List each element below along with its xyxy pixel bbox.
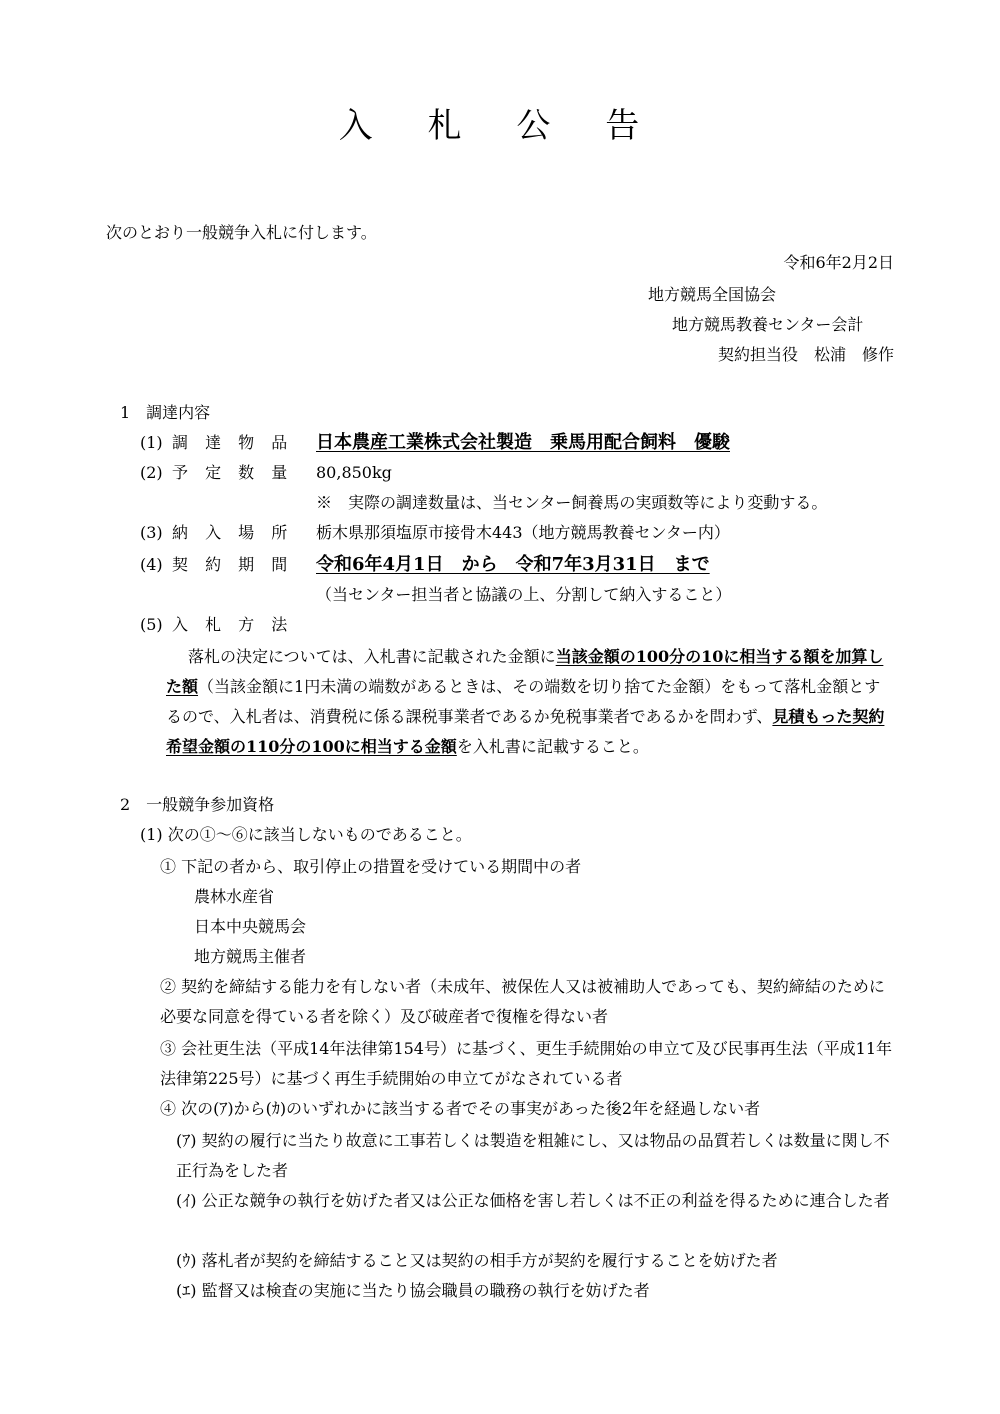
item-5-num: (5) [140, 615, 163, 634]
cond-2: ② 契約を締結する能力を有しない者（未成年、被保佐人又は被補助人であっても、契約締結のために必要な同意を得ている者を除く）及び破産者で復権を得ない者 [160, 977, 885, 1026]
item-4-label: 契 約 期 間 [172, 555, 294, 574]
item-1-num: (1) [140, 433, 163, 452]
cond-4-sub: (ｳ) 落札者が契約を締結すること又は契約の相手方が契約を履行することを妨げた者 [176, 1251, 778, 1270]
cond-1: ① 下記の者から、取引停止の措置を受けている期間中の者 [160, 857, 582, 876]
section-1-heading: 1 調達内容 [120, 403, 211, 422]
intro-text: 次のとおり一般競争入札に付します。 [106, 223, 377, 242]
bid-method-underline-1: 当該金額の100分の10に相当する額を加算した額 [166, 647, 884, 696]
cond-4-sub: (ｲ) 公正な競争の執行を妨げた者又は公正な価格を害し若しくは不正の利益を得るために連合した者 [176, 1191, 890, 1210]
bid-method-paragraph [166, 642, 896, 762]
cond-1-list-item: 日本中央競馬会 [194, 917, 307, 936]
bid-method-underline-2: 見積もった契約希望金額の110分の100に相当する金額 [166, 707, 885, 756]
item-4-note: （当センター担当者と協議の上、分割して納入すること） [316, 585, 732, 604]
cond-4: ④ 次の(ｱ)から(ｶ)のいずれかに該当する者でその事実があった後2年を経過しない者 [160, 1099, 761, 1118]
item-2-num: (2) [140, 463, 163, 482]
item-3-num: (3) [140, 523, 163, 542]
item-4-num: (4) [140, 555, 163, 574]
section-2-heading: 2 一般競争参加資格 [120, 795, 275, 814]
item-1-label: 調 達 物 品 [172, 433, 294, 452]
cond-3: ③ 会社更生法（平成14年法律第154号）に基づく、更生手続開始の申立て及び民事再生法（平成11年法律第225号）に基づく再生手続開始の申立てがなされている者 [160, 1039, 893, 1088]
notice-date: 令和6年2月2日 [783, 253, 894, 272]
item-3-value: 栃木県那須塩原市接骨木443（地方競馬教養センター内） [316, 523, 730, 542]
item-1-value: 日本農産工業株式会社製造 乗馬用配合飼料 優駿 [316, 432, 730, 453]
issuer-officer: 契約担当役 松浦 修作 [717, 345, 894, 364]
cond-4-sub: (ｱ) 契約の履行に当たり故意に工事若しくは製造を粗雑にし、又は物品の品質若しくは数量に関し不正行為をした者 [176, 1131, 890, 1180]
cond-1-list-item: 地方競馬主催者 [194, 947, 307, 966]
bid-method-text-1: 落札の決定については、入札書に記載された金額に [188, 647, 556, 666]
item-5-label: 入 札 方 法 [172, 615, 294, 634]
item-3-label: 納 入 場 所 [172, 523, 294, 542]
cond-4-sub: (ｴ) 監督又は検査の実施に当たり協会職員の職務の執行を妨げた者 [176, 1281, 650, 1300]
item-2-note: ※ 実際の調達数量は、当センター飼養馬の実頭数等により変動する。 [316, 493, 828, 512]
item-4-value: 令和6年4月1日 から 令和7年3月31日 まで [316, 554, 710, 575]
qual-1: (1) 次の①～⑥に該当しないものであること。 [140, 825, 472, 844]
cond-1-list-item: 農林水産省 [194, 887, 275, 906]
item-2-label: 予 定 数 量 [172, 463, 294, 482]
page-title: 入 札 公 告 [338, 106, 662, 146]
bid-method-text-2: （当該金額に1円未満の端数があるときは、その端数を切り捨てた金額）をもって落札金額とするので、入札者は、消費税に係る課税事業者であるか免税事業者であるかを問わず、 [166, 677, 881, 726]
issuer-dept: 地方競馬教養センター会計 [672, 315, 864, 334]
item-2-value: 80,850kg [316, 463, 392, 482]
issuer-org: 地方競馬全国協会 [648, 285, 777, 304]
bid-method-text-3: を入札書に記載すること。 [456, 737, 649, 756]
